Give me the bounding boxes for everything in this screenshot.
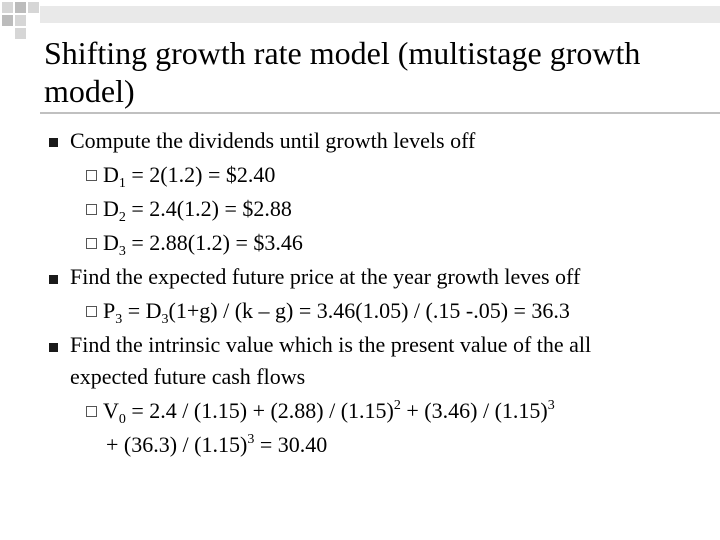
hollow-square-icon	[86, 238, 97, 249]
formula-subscript: 2	[118, 210, 126, 225]
sub-bullet	[86, 230, 303, 259]
formula-var: D	[103, 230, 119, 255]
hollow-square-icon	[86, 406, 97, 417]
formula-text: = 30.40	[254, 432, 328, 457]
formula-subscript: 3	[161, 312, 169, 327]
sub-bullet	[86, 162, 276, 191]
formula-text: + (36.3) / (1.15)	[106, 432, 248, 457]
formula-subscript: 1	[118, 176, 126, 191]
bullet-icon	[49, 343, 58, 352]
deco-square	[2, 15, 13, 26]
formula-subscript: 0	[118, 412, 126, 427]
formula-exponent: 3	[547, 398, 555, 413]
formula-var: D	[103, 162, 119, 187]
formula-continued	[106, 432, 327, 458]
title-divider	[40, 112, 720, 114]
formula-exponent: 3	[247, 432, 255, 447]
deco-square	[15, 2, 26, 13]
sub-bullet	[86, 196, 292, 225]
bullet-text: Compute the dividends until growth levels off	[70, 128, 476, 153]
formula-text: + (3.46) / (1.15)	[400, 398, 548, 423]
formula-subscript: 3	[118, 244, 126, 259]
sub-bullet	[86, 398, 555, 427]
formula-var: P	[103, 298, 116, 323]
formula-text: = 2.4 / (1.15) + (2.88) / (1.15)	[125, 398, 394, 423]
deco-square	[15, 15, 26, 26]
hollow-square-icon	[86, 204, 97, 215]
deco-square	[15, 28, 26, 39]
formula-exponent: 2	[393, 398, 401, 413]
formula-var: V	[103, 398, 119, 423]
header-bar	[40, 6, 720, 23]
slide-title: Shifting growth rate model (multistage growth model)	[44, 35, 641, 109]
formula-text: = 2.88(1.2) = $3.46	[125, 230, 303, 255]
formula-text: = D	[122, 298, 162, 323]
hollow-square-icon	[86, 170, 97, 181]
deco-square	[28, 2, 39, 13]
bullet-icon	[49, 138, 58, 147]
formula-subscript: 3	[115, 312, 123, 327]
bullet-text-continued: expected future cash flows	[70, 364, 306, 389]
hollow-square-icon	[86, 306, 97, 317]
formula-var: D	[103, 196, 119, 221]
bullet-text: Find the expected future price at the year growth leves off	[70, 264, 581, 289]
bullet-text: Find the intrinsic value which is the present value of the all	[70, 332, 592, 357]
sub-bullet	[86, 298, 570, 327]
formula-text: = 2(1.2) = $2.40	[125, 162, 276, 187]
formula-text: = 2.4(1.2) = $2.88	[125, 196, 292, 221]
bullet-icon	[49, 275, 58, 284]
deco-square	[2, 2, 13, 13]
formula-text: (1+g) / (k – g) = 3.46(1.05) / (.15 -.05) = 36.3	[168, 298, 570, 323]
